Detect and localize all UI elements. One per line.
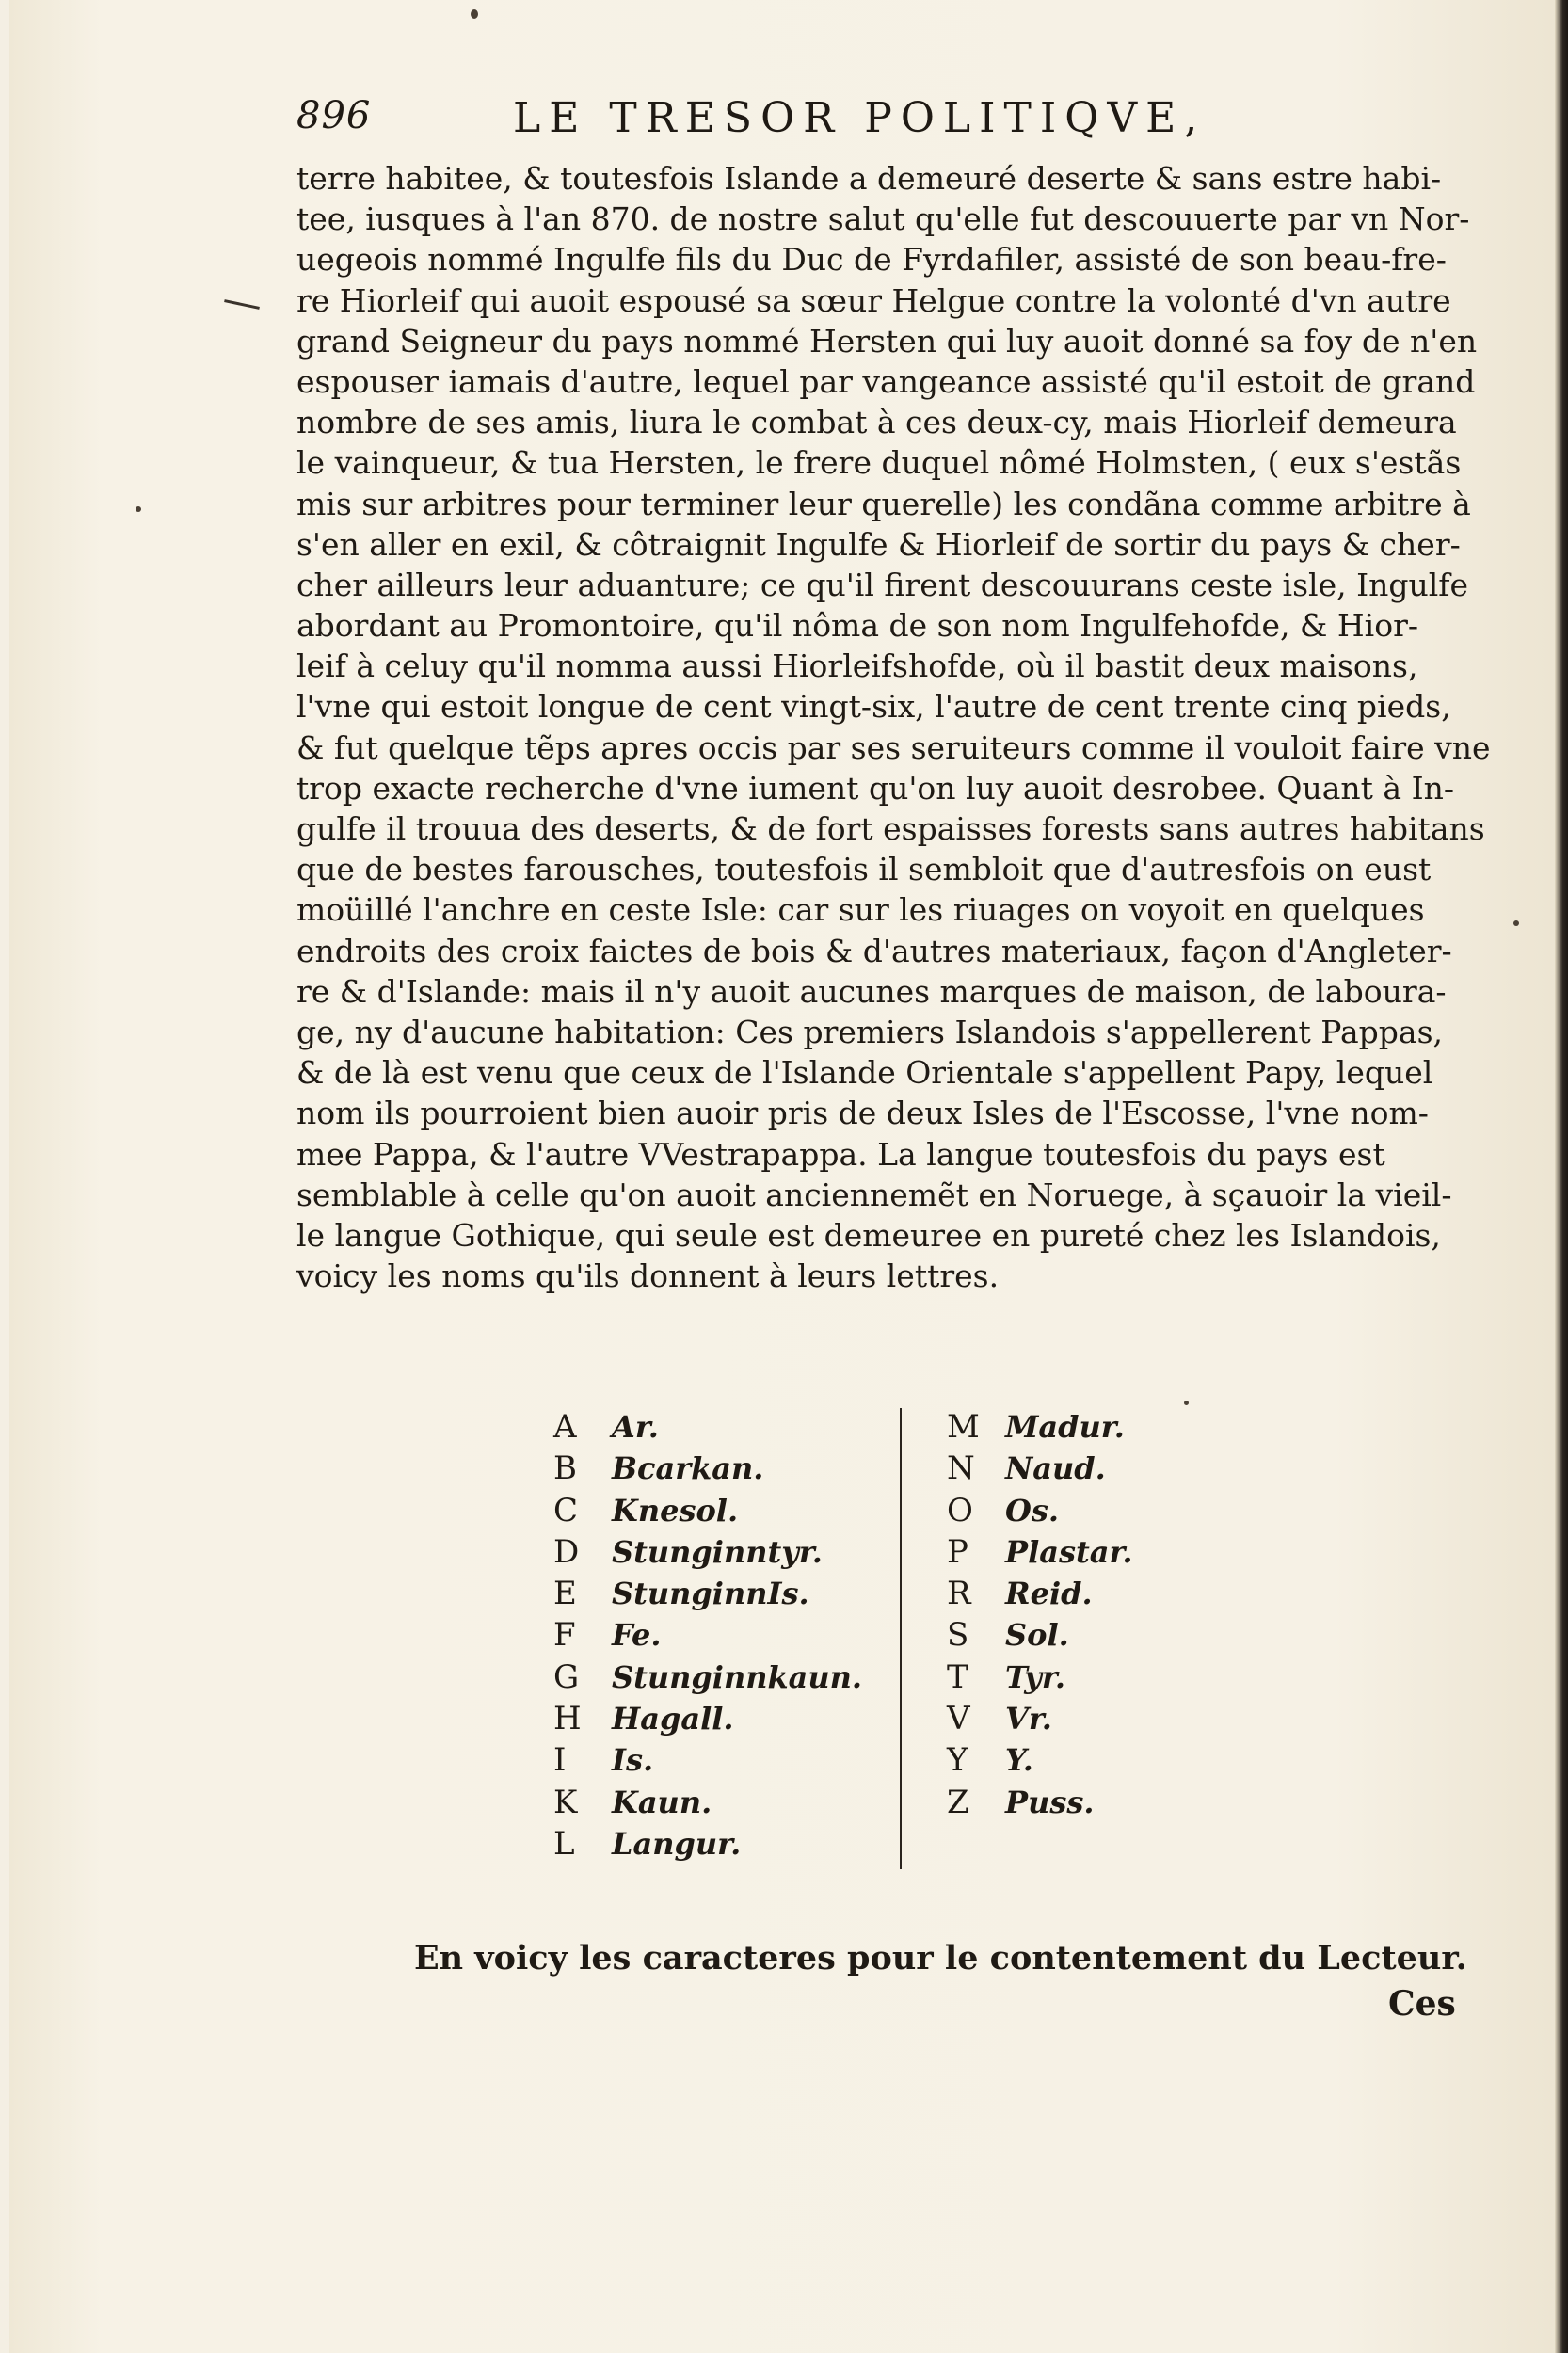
text-line: & de là est venu que ceux de l'Islande Orientale s'appellent Papy, lequel: [296, 1054, 1433, 1092]
letter: N: [947, 1449, 975, 1488]
paper-speck: [471, 9, 478, 19]
alphabet-row: [553, 1408, 862, 1449]
text-line: trop exacte recherche d'vne iument qu'on luy auoit desrobee. Quant à In-: [296, 769, 1455, 807]
letter: H: [553, 1700, 582, 1738]
alphabet-row: [553, 1492, 862, 1533]
text-line: uegeois nommé Ingulfe fils du Duc de Fyrdafiler, assisté de son beau-fre-: [296, 241, 1447, 279]
letter: C: [553, 1491, 579, 1529]
text-line: grand Seigneur du pays nommé Hersten qui luy auoit donné sa foy de n'en: [296, 322, 1478, 360]
text-line: le langue Gothique, qui seule est demeuree en pureté chez les Islandois,: [296, 1216, 1441, 1254]
letter: B: [553, 1449, 577, 1488]
page-header: [296, 94, 1464, 151]
running-title: LE TRESOR POLITIQVE,: [513, 94, 1207, 142]
letter-name: Y.: [1005, 1742, 1033, 1779]
text-line: voicy les noms qu'ils donnent à leurs lettres.: [296, 1257, 1000, 1295]
text-line: l'vne qui estoit longue de cent vingt-six, l'autre de cent trente cinq pieds,: [296, 688, 1451, 726]
letter: O: [947, 1491, 973, 1529]
letter: E: [553, 1575, 577, 1613]
alphabet-row: [553, 1575, 862, 1616]
letter-name: Sol.: [1005, 1617, 1069, 1654]
letter: Y: [947, 1741, 968, 1780]
letter: G: [553, 1657, 580, 1696]
text-line: s'en aller en exil, & côtraignit Ingulfe & Hiorleif de sortir du pays & cher-: [296, 525, 1461, 563]
alphabet-row: [553, 1533, 862, 1575]
alphabet-row: [553, 1784, 862, 1825]
page-edge-shadow: [1555, 0, 1568, 2353]
letter-name: Stunginnkaun.: [612, 1658, 863, 1695]
caption: En voicy les caracteres pour le contentement du Lecteur.: [414, 1939, 1467, 1977]
paper-speck: [136, 506, 141, 512]
letter-name: Puss.: [1005, 1784, 1095, 1820]
letter-name: Ar.: [612, 1409, 659, 1445]
text-line: re & d'Islande: mais il n'y auoit aucunes marques de maison, de laboura-: [296, 972, 1447, 1010]
text-line: & fut quelque tẽps apres occis par ses seruiteurs comme il vouloit faire vne: [296, 728, 1491, 766]
letter: M: [947, 1408, 980, 1446]
letter-name: Plastar.: [1005, 1533, 1133, 1570]
letter: V: [947, 1700, 970, 1738]
alphabet-row: [553, 1825, 862, 1866]
letter: L: [553, 1824, 575, 1863]
letter-name: Bcarkan.: [612, 1450, 764, 1487]
letter: F: [553, 1616, 576, 1655]
alphabet-row: [947, 1492, 1133, 1533]
alphabet-row: [553, 1449, 862, 1491]
letter: R: [947, 1575, 971, 1613]
letter: P: [947, 1532, 968, 1571]
alphabet-row: [947, 1658, 1133, 1700]
alphabet-row: [947, 1616, 1133, 1657]
text-line: nombre de ses amis, liura le combat à ces deux-cy, mais Hiorleif demeura: [296, 404, 1457, 441]
alphabet-row: [947, 1575, 1133, 1616]
letter-name: Madur.: [1005, 1409, 1125, 1445]
text-line: espouser iamais d'autre, lequel par vangeance assisté qu'il estoit de grand: [296, 362, 1476, 400]
book-page: [9, 0, 1568, 2353]
letter-name: Tyr.: [1005, 1658, 1065, 1695]
body-text: [296, 158, 1491, 1296]
paper-speck: [1513, 920, 1519, 926]
text-line: moüillé l'anchre en ceste Isle: car sur les riuages on voyoit en quelques: [296, 891, 1425, 929]
alphabet-row: [947, 1408, 1133, 1449]
letter-name: Knesol.: [612, 1492, 739, 1529]
letter: S: [947, 1616, 969, 1655]
letter: K: [553, 1783, 578, 1821]
column-divider: [900, 1408, 902, 1869]
alphabet-row: [947, 1784, 1133, 1825]
alphabet-row: [553, 1616, 862, 1657]
text-line: le vainqueur, & tua Hersten, le frere duquel nômé Holmsten, ( eux s'estãs: [296, 444, 1462, 482]
letter: I: [553, 1741, 567, 1780]
alphabet-left-column: [553, 1408, 862, 1866]
letter-name: Fe.: [612, 1617, 662, 1654]
text-line: nom ils pourroient bien auoir pris de deux Isles de l'Escosse, l'vne nom-: [296, 1095, 1429, 1132]
page-number: 896: [296, 94, 372, 137]
margin-mark: [224, 299, 260, 310]
alphabet-table: [553, 1408, 1193, 1879]
alphabet-right-column: [947, 1408, 1133, 1825]
text-line: re Hiorleif qui auoit espousé sa sœur Helgue contre la volonté d'vn autre: [296, 281, 1451, 319]
catchword: Ces: [1388, 1984, 1456, 2024]
text-line: endroits des croix faictes de bois & d'autres materiaux, façon d'Angleter-: [296, 932, 1452, 969]
letter-name: Naud.: [1005, 1450, 1106, 1487]
paper-speck: [1184, 1401, 1189, 1405]
text-line: terre habitee, & toutesfois Islande a demeuré deserte & sans estre habi-: [296, 160, 1442, 197]
text-line: leif à celuy qu'il nomma aussi Hiorleifshofde, où il bastit deux maisons,: [296, 648, 1418, 685]
alphabet-row: [947, 1533, 1133, 1575]
letter: Z: [947, 1783, 969, 1821]
alphabet-row: [553, 1741, 862, 1783]
letter-name: Kaun.: [612, 1784, 712, 1820]
letter: T: [947, 1657, 968, 1696]
alphabet-row: [553, 1700, 862, 1741]
text-line: abordant au Promontoire, qu'il nôma de son nom Ingulfehofde, & Hior-: [296, 607, 1419, 645]
letter-name: Vr.: [1005, 1701, 1052, 1737]
text-line: tee, iusques à l'an 870. de nostre salut qu'elle fut descouuerte par vn Nor-: [296, 200, 1470, 238]
letter: A: [553, 1408, 577, 1446]
letter-name: Os.: [1005, 1492, 1060, 1529]
letter: D: [553, 1532, 580, 1571]
text-line: que de bestes farousches, toutesfois il sembloit que d'autresfois on eust: [296, 851, 1432, 888]
text-line: cher ailleurs leur aduanture; ce qu'il firent descouurans ceste isle, Ingulfe: [296, 566, 1469, 603]
letter-name: Is.: [612, 1742, 654, 1779]
alphabet-row: [947, 1449, 1133, 1491]
letter-name: StunginnIs.: [612, 1576, 809, 1612]
alphabet-row: [947, 1741, 1133, 1783]
alphabet-row: [947, 1700, 1133, 1741]
text-line: mis sur arbitres pour terminer leur querelle) les condãna comme arbitre à: [296, 485, 1471, 522]
text-line: mee Pappa, & l'autre VVestrapappa. La langue toutesfois du pays est: [296, 1135, 1385, 1173]
text-line: gulfe il trouua des deserts, & de fort espaisses forests sans autres habitans: [296, 810, 1485, 847]
letter-name: Stunginntyr.: [612, 1533, 823, 1570]
text-line: ge, ny d'aucune habitation: Ces premiers Islandois s'appellerent Pappas,: [296, 1013, 1444, 1050]
letter-name: Reid.: [1005, 1576, 1093, 1612]
text-line: semblable à celle qu'on auoit anciennemẽt en Noruege, à sçauoir la vieil-: [296, 1176, 1452, 1213]
letter-name: Hagall.: [612, 1701, 734, 1737]
letter-name: Langur.: [612, 1825, 742, 1862]
alphabet-row: [553, 1658, 862, 1700]
